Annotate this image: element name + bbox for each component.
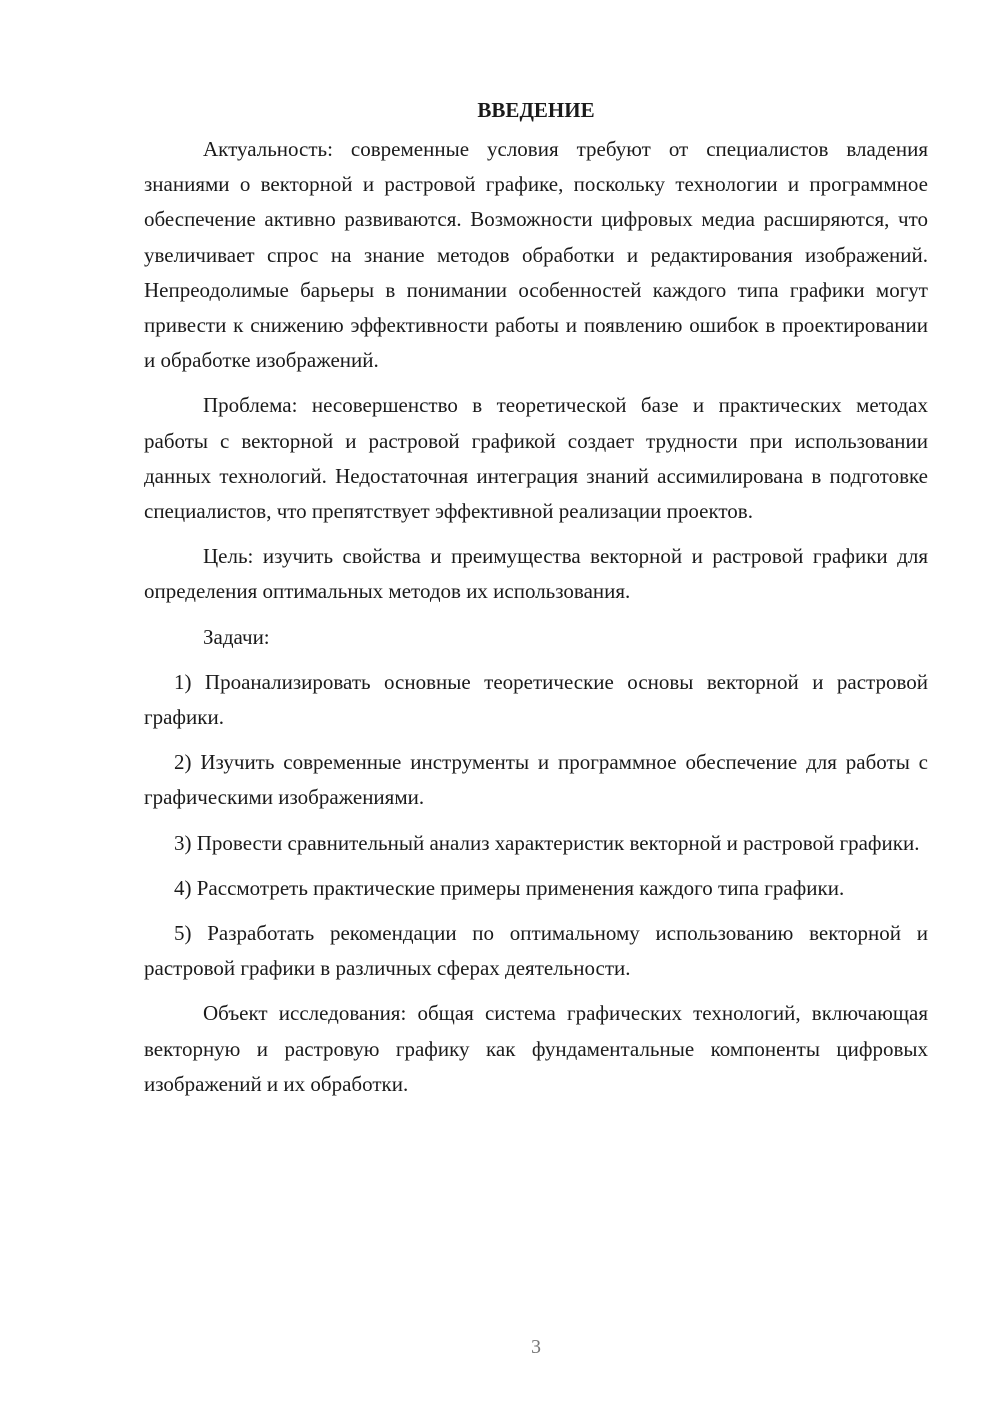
goal-paragraph: Цель: изучить свойства и преимущества векторной и растровой графики для определения оптимальных методов их использования. — [144, 544, 928, 604]
task-item-4: 4) Рассмотреть практические примеры применения каждого типа графики. — [174, 875, 845, 900]
task-item-3: 3) Провести сравнительный анализ характеристик векторной и растровой графики. — [174, 830, 920, 855]
task-item-1: 1) Проанализировать основные теоретические основы векторной и растровой графики. — [144, 669, 928, 730]
tasks-label: Задачи: — [203, 624, 270, 649]
task-item-2: 2) Изучить современные инструменты и программное обеспечение для работы с графическими изображениями. — [144, 750, 928, 810]
task-item-5: 5) Разработать рекомендации по оптимальному использованию векторной и растровой графики в различных сферах деятельности. — [144, 921, 928, 981]
problem-paragraph: Проблема: несовершенство в теоретической базе и практических методах работы с векторной и растровой графикой создает трудности при использовании данных технологий. Недостаточная интеграция знаний ассимилирована в подготовке специалистов, что препятствует эффективной реализации проектов. — [144, 393, 928, 524]
page-number: 3 — [531, 1336, 541, 1358]
relevance-paragraph: Актуальность: современные условия требуют от специалистов владения знаниями о векторной и растровой графике, поскольку технологии и программное обеспечение активно развиваются. Возможности цифровых медиа расширяются, что увеличивает спрос на знание методов обработки и редактирования изображений. Непреодолимые барьеры в понимании особенностей каждого типа графики могут привести к снижению эффективности работы и появлению ошибок в проектировании и обработке изображений. — [144, 137, 928, 373]
page-content — [144, 92, 928, 1102]
object-paragraph: Объект исследования: общая система графических технологий, включающая векторную и растровую графику как фундаментальные компоненты цифровых изображений и их обработки. — [144, 1001, 928, 1096]
tasks-list — [144, 665, 928, 987]
section-heading: ВВЕДЕНИЕ — [477, 98, 595, 122]
